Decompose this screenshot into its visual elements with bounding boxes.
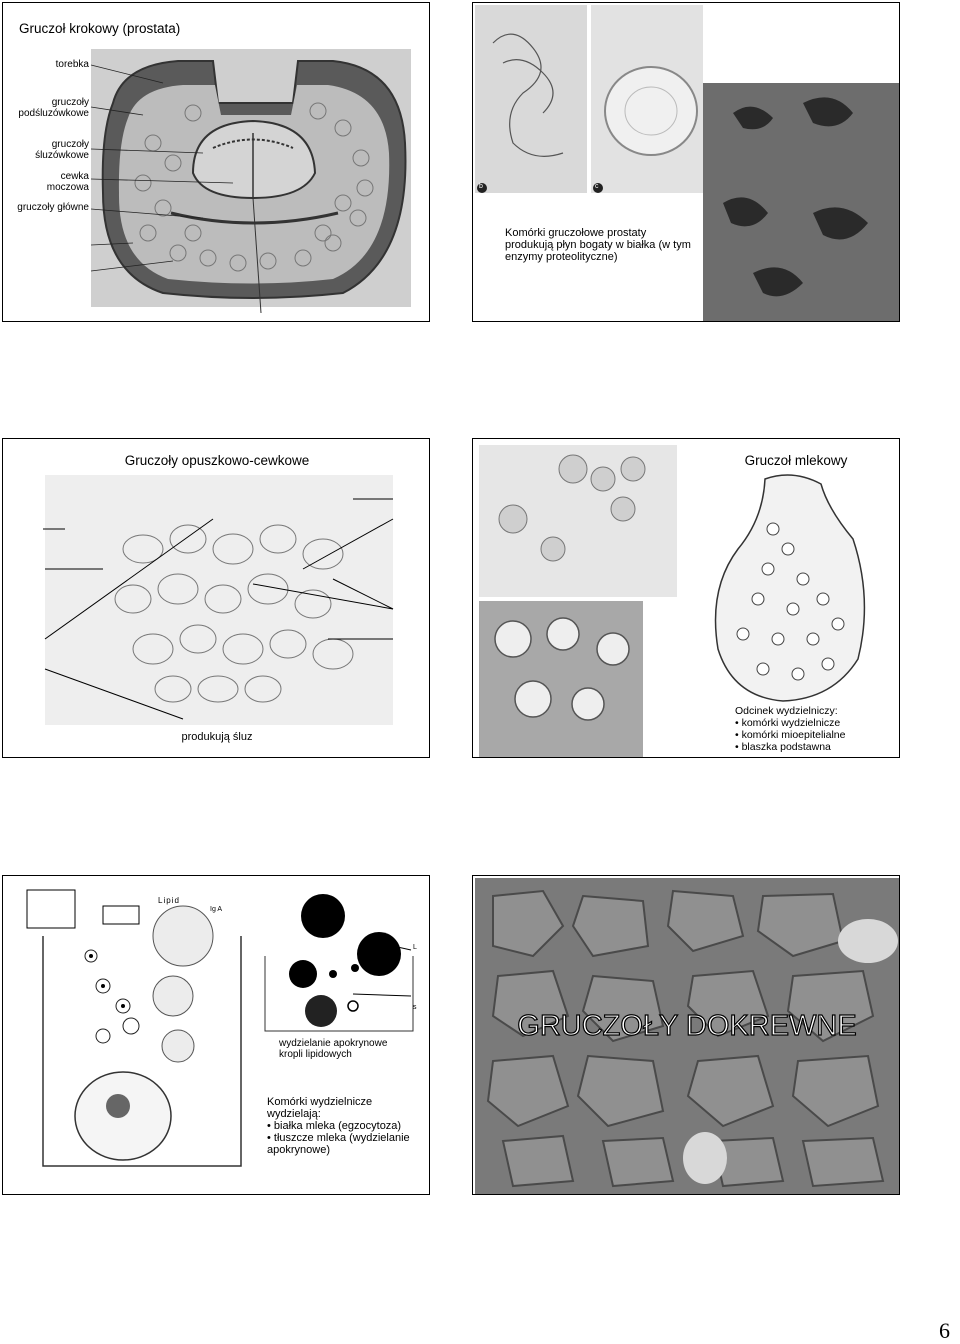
prostate-cross-section-diagram: [3, 3, 430, 322]
slide-mammary-gland: [472, 438, 900, 758]
histology-micrographs: [473, 3, 900, 322]
slide-prostate-histology: [472, 2, 900, 322]
panel-c-label: c: [595, 183, 599, 190]
diagram-s-label: s: [413, 1004, 417, 1011]
caption: produkują śluz: [181, 731, 253, 743]
list-item: • blaszka podstawna: [735, 741, 895, 753]
list-item: • komórki wydzielnicze: [735, 717, 895, 729]
label-podsluzowkowe: gruczoły podśluzówkowe: [18, 97, 89, 119]
label-torebka: torebka: [55, 59, 89, 70]
slide-title: Gruczoły opuszkowo-cewkowe: [124, 453, 310, 468]
diagram-lipid-label: Lipid: [158, 896, 180, 905]
label-cewka: cewka moczowa: [46, 171, 89, 193]
diagram-l-label: L: [413, 944, 417, 951]
slide-endocrine-glands: [472, 875, 900, 1195]
slide-bulbo-urethral: [2, 438, 430, 758]
bullet-list: [735, 717, 895, 753]
panel-b-label: b: [479, 183, 483, 190]
list-item: • komórki mioepitelialne: [735, 729, 895, 741]
slide-title: Gruczoł mlekowy: [744, 453, 848, 468]
list-item: • białka mleka (egzocytoza): [267, 1120, 427, 1132]
diagram-iga-label: Ig A: [210, 906, 223, 913]
bullet-list: [267, 1120, 427, 1156]
gland-micrograph: [3, 439, 430, 758]
slide-secretory-cells: [2, 875, 430, 1195]
bullet-block: [267, 1096, 427, 1156]
apocrine-caption: wydzielanie apokrynowe kropli lipidowych: [279, 1038, 388, 1060]
overlay-title: GRUCZOŁY DOKREWNE: [517, 1010, 857, 1042]
label-sluzowkowe: gruczoły śluzówkowe: [35, 139, 89, 161]
bullet-block: [735, 705, 895, 753]
bullet-heading: Odcinek wydzielniczy:: [735, 705, 838, 717]
caption: Komórki gruczołowe prostaty produkują płyn bogaty w białka (w tym enzymy proteolityczne): [505, 227, 691, 263]
slide-title: Gruczoł krokowy (prostata): [19, 21, 181, 36]
bullet-heading: Komórki wydzielnicze wydzielają:: [267, 1096, 373, 1120]
slide-prostate: [2, 2, 430, 322]
label-glowne: gruczoły główne: [17, 202, 89, 213]
list-item: • tłuszcze mleka (wydzielanie apokrynowe): [267, 1132, 427, 1156]
page-number: 6: [939, 1318, 950, 1343]
